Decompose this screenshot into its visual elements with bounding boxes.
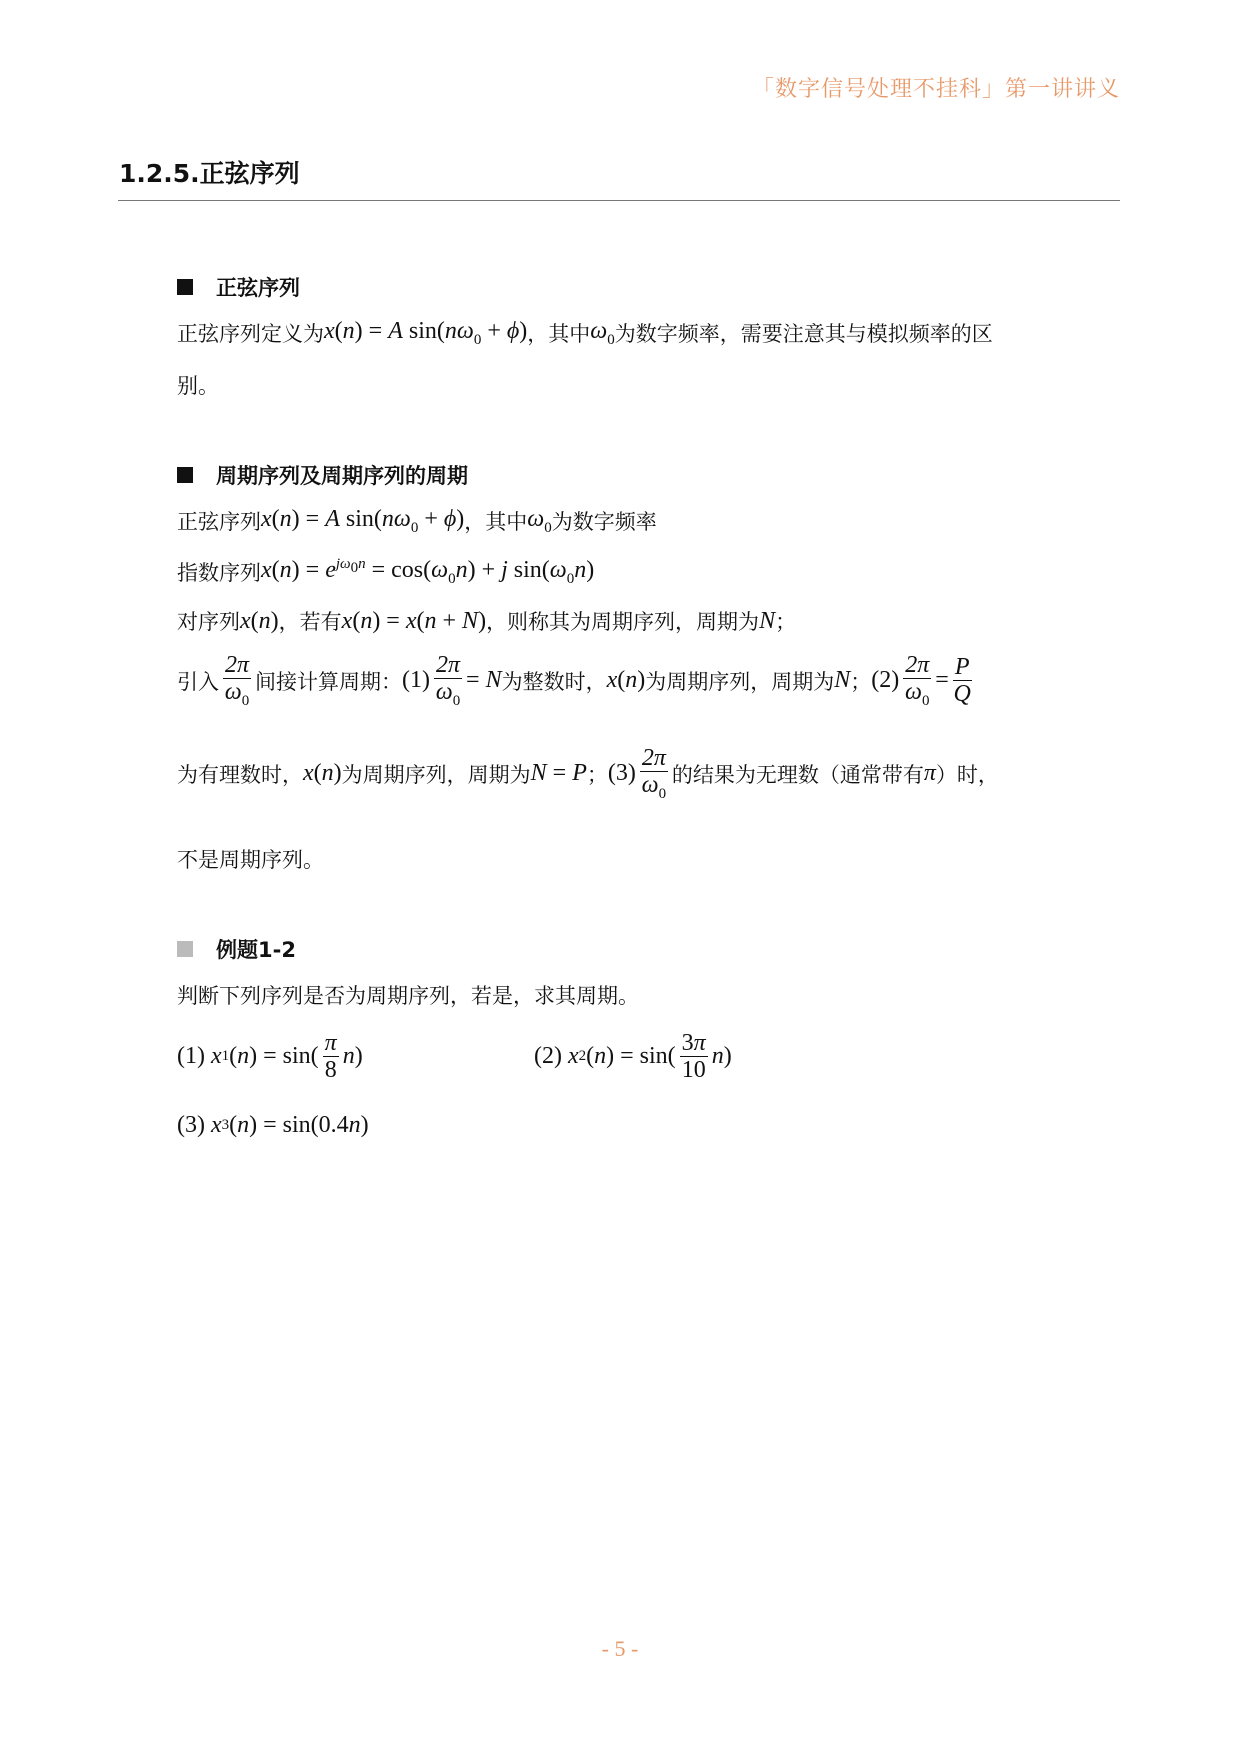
example-1: (1) x 1 ( n ) = sin( $\frac{\pi}{8}$ n ): [177, 1030, 363, 1084]
subsection-periodic: [177, 460, 468, 490]
paragraph-line: 别。: [177, 374, 219, 398]
bullet-square-icon: [177, 941, 193, 957]
example-3: (3) x 3 ( n ) = sin(0.4 n ): [177, 1112, 369, 1138]
paragraph-line: 对序列 x(n) ，若有 x(n) = x(n + N) ，则称其为周期序列，周期为 N ；: [177, 607, 797, 634]
paragraph-line: 正弦序列定义为 x(n) = A $\sin(n\omega_0 + \phi)$ ，其中 $\omega_0$ 为数字频率，需要注意其与模拟频率的区: [177, 318, 993, 348]
subsection-sine: [177, 272, 300, 302]
subsection-title: 例题1-2: [216, 938, 296, 962]
paragraph-line: 不是周期序列。: [177, 848, 324, 872]
paragraph-line: 为有理数时， x(n) 为周期序列，周期为 N = P ； (3) $\frac{2\pi}{\omega_0}$ 的结果为无理数（通常带有 π ）时，: [177, 745, 999, 803]
subsection-title: 正弦序列: [216, 276, 300, 300]
heading-divider: [118, 200, 1120, 201]
bullet-square-icon: [177, 467, 193, 483]
subsection-example: [177, 934, 296, 964]
example-2: (2) x 2 ( n ) = sin( $\frac{3\pi}{10}$ n ): [534, 1030, 732, 1084]
bullet-square-icon: [177, 279, 193, 295]
running-header: 「数字信号处理不挂科」第一讲讲义: [751, 77, 1120, 102]
paragraph-line: 引入 $\frac{2\pi}{\omega_0}$ 间接计算周期： (1) $\frac{2\pi}{\omega_0}$ = N 为整数时， x(n) 为周期序列，周期为 N ； (2) $\frac{2\pi}{\omega_0}$ = $\frac{P}{Q}$: [177, 652, 971, 710]
paragraph-line: 正弦序列 x(n) = A $\sin(n\omega_0 + \phi)$ ，其中 $\omega_0$ 为数字频率: [177, 506, 657, 536]
subsection-title: 周期序列及周期序列的周期: [216, 464, 468, 488]
page-number: - 5 -: [601, 1636, 639, 1661]
paragraph-line: 判断下列序列是否为周期序列，若是，求其周期。: [177, 984, 639, 1008]
section-heading: 1.2.5.正弦序列: [119, 159, 300, 188]
paragraph-line: 指数序列 $x(n) = e^{j\omega_0n} = \cos(\omega_0n) + j$ $\sin(\omega_0n)$: [177, 556, 595, 587]
